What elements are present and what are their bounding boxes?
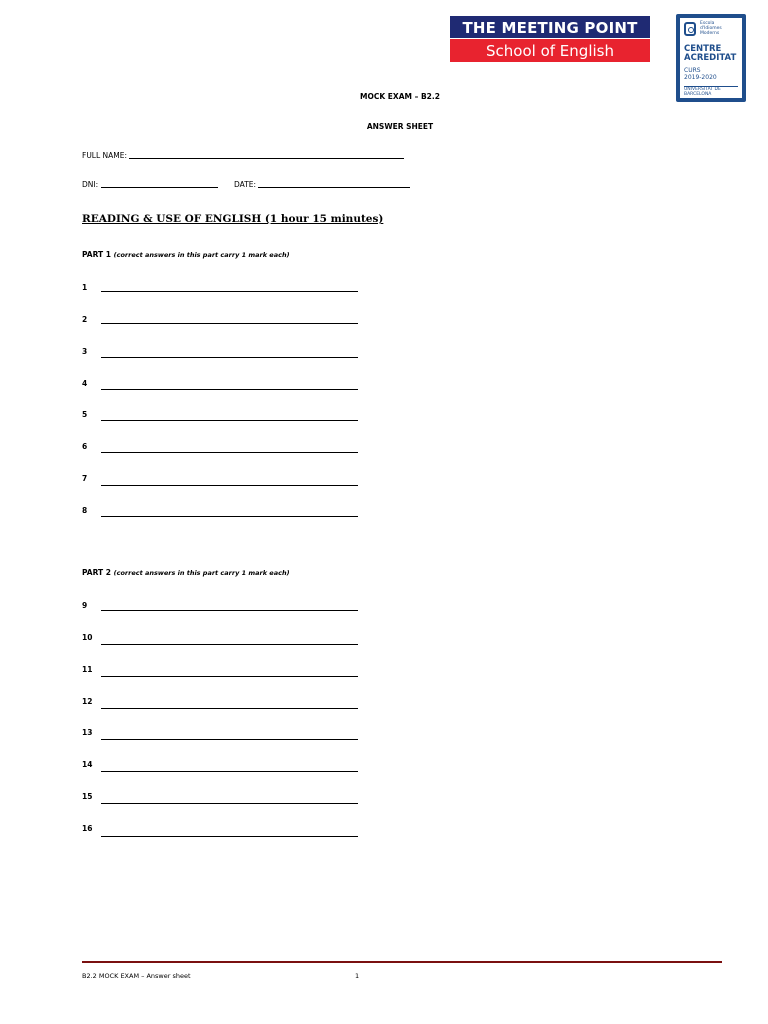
badge-title-line-1: CENTRE xyxy=(684,44,722,54)
badge-university-line-2: BARCELONA xyxy=(684,92,712,97)
question-number: 4 xyxy=(82,379,88,388)
answer-line[interactable] xyxy=(101,485,358,486)
answer-sheet-title: ANSWER SHEET xyxy=(366,122,434,131)
question-number: 12 xyxy=(82,697,93,706)
dni-field[interactable] xyxy=(101,187,218,188)
badge-school-line-1: Escola xyxy=(700,21,715,26)
answer-line[interactable] xyxy=(101,739,358,740)
full-name-field[interactable] xyxy=(129,158,404,159)
answer-line[interactable] xyxy=(101,610,358,611)
answer-line[interactable] xyxy=(101,420,358,421)
answer-line[interactable] xyxy=(101,291,358,292)
answer-line[interactable] xyxy=(101,389,358,390)
question-number: 3 xyxy=(82,347,88,356)
dni-label: DNI: xyxy=(82,180,99,189)
question-number: 10 xyxy=(82,633,93,642)
part-1-note: (correct answers in this part carry 1 mark each) xyxy=(113,251,290,259)
answer-line[interactable] xyxy=(101,771,358,772)
full-name-label: FULL NAME: xyxy=(82,151,128,160)
answer-line[interactable] xyxy=(101,708,358,709)
question-number: 6 xyxy=(82,442,88,451)
question-number: 11 xyxy=(82,665,93,674)
part-2-heading xyxy=(82,568,290,577)
question-number: 14 xyxy=(82,760,93,769)
question-number: 15 xyxy=(82,792,93,801)
badge-school-line-2: d'Idiomes xyxy=(700,26,722,31)
question-number: 7 xyxy=(82,474,88,483)
question-number: 13 xyxy=(82,728,93,737)
answer-line[interactable] xyxy=(101,452,358,453)
badge-course-years: 2019-2020 xyxy=(684,74,717,81)
question-number: 5 xyxy=(82,410,88,419)
answer-line[interactable] xyxy=(101,644,358,645)
school-logo-title: THE MEETING POINT xyxy=(450,16,650,38)
question-number: 8 xyxy=(82,506,88,515)
badge-title-line-2: ACREDITAT xyxy=(684,53,737,63)
date-label: DATE: xyxy=(234,180,257,189)
section-title: READING & USE OF ENGLISH (1 hour 15 minutes) xyxy=(82,213,384,225)
question-number: 9 xyxy=(82,601,88,610)
answer-line[interactable] xyxy=(101,516,358,517)
accreditation-badge xyxy=(676,14,746,102)
footer-divider xyxy=(82,961,722,963)
badge-university-line-1: UNIVERSITAT DE xyxy=(684,87,721,92)
answer-line[interactable] xyxy=(101,836,358,837)
badge-school-line-3: Moderns xyxy=(700,31,720,36)
question-number: 16 xyxy=(82,824,93,833)
footer-title: B2.2 MOCK EXAM – Answer sheet xyxy=(82,972,191,980)
answer-line[interactable] xyxy=(101,803,358,804)
page-number: 1 xyxy=(355,972,360,980)
answer-line[interactable] xyxy=(101,357,358,358)
part-2-label: PART 2 xyxy=(82,568,111,577)
question-number: 2 xyxy=(82,315,88,324)
school-logo-subtitle: School of English xyxy=(450,39,650,62)
question-number: 1 xyxy=(82,283,88,292)
university-emblem-icon xyxy=(684,22,696,36)
exam-title: MOCK EXAM – B2.2 xyxy=(360,92,440,101)
part-1-heading xyxy=(82,250,290,259)
part-2-note: (correct answers in this part carry 1 mark each) xyxy=(113,569,290,577)
answer-line[interactable] xyxy=(101,676,358,677)
part-1-label: PART 1 xyxy=(82,250,111,259)
badge-course-label: CURS xyxy=(684,67,701,74)
date-field[interactable] xyxy=(258,187,410,188)
answer-line[interactable] xyxy=(101,323,358,324)
